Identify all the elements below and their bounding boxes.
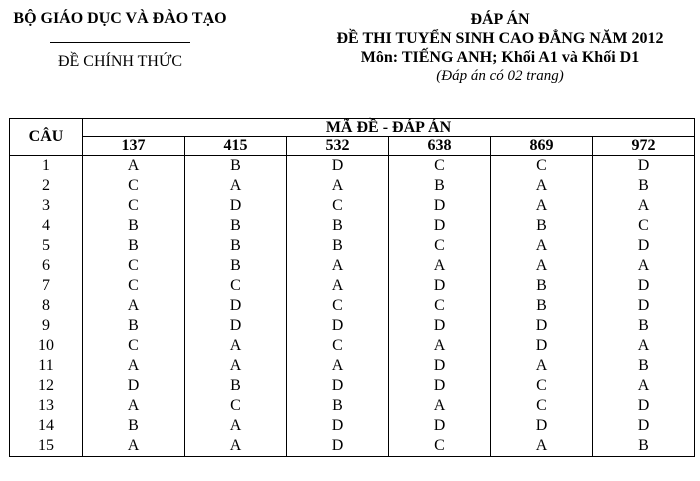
question-number: 3 (10, 196, 83, 216)
answer-cell: A (491, 196, 593, 216)
table-row (10, 396, 695, 416)
table-row (10, 416, 695, 436)
header-left (0, 10, 240, 71)
answer-cell: B (593, 176, 695, 196)
answer-cell: B (593, 436, 695, 457)
answer-cell: A (83, 296, 185, 316)
answer-cell: D (491, 316, 593, 336)
table-row (10, 276, 695, 296)
answer-cell: D (593, 396, 695, 416)
question-number: 1 (10, 156, 83, 177)
answer-cell: C (287, 336, 389, 356)
code-header: 415 (185, 137, 287, 156)
answer-title: ĐÁP ÁN (470, 11, 530, 28)
question-number: 11 (10, 356, 83, 376)
answer-cell: D (593, 416, 695, 436)
question-number: 14 (10, 416, 83, 436)
answer-cell: C (389, 156, 491, 177)
answer-cell: C (491, 396, 593, 416)
exam-title: ĐỀ THI TUYỂN SINH CAO ĐẲNG NĂM 2012 (336, 30, 664, 47)
question-header: CÂU (10, 119, 83, 156)
answer-cell: D (185, 296, 287, 316)
answer-cell: D (287, 376, 389, 396)
answer-cell: D (389, 316, 491, 336)
answer-cell: D (593, 236, 695, 256)
page-note: (Đáp án có 02 trang) (436, 68, 564, 84)
answer-cell: A (389, 396, 491, 416)
table-row (10, 256, 695, 276)
answer-cell: C (185, 396, 287, 416)
table-row (10, 436, 695, 457)
answer-cell: D (287, 416, 389, 436)
answer-cell: B (83, 416, 185, 436)
question-number: 9 (10, 316, 83, 336)
answer-cell: C (83, 196, 185, 216)
question-number: 8 (10, 296, 83, 316)
answer-cell: C (287, 296, 389, 316)
answer-cell: A (389, 256, 491, 276)
answer-cell: D (83, 376, 185, 396)
answer-rows (10, 156, 695, 457)
answer-cell: A (593, 336, 695, 356)
table-row (10, 376, 695, 396)
answer-cell: B (491, 276, 593, 296)
answer-cell: B (185, 156, 287, 177)
code-group-header: MÃ ĐỀ - ĐÁP ÁN (83, 119, 695, 137)
code-header: 137 (83, 137, 185, 156)
answer-cell: D (185, 316, 287, 336)
table-row (10, 236, 695, 256)
question-number: 2 (10, 176, 83, 196)
answer-cell: A (491, 356, 593, 376)
answer-cell: A (593, 196, 695, 216)
table-row (10, 356, 695, 376)
answer-cell: D (593, 296, 695, 316)
answer-cell: A (491, 436, 593, 457)
code-header: 638 (389, 137, 491, 156)
answer-cell: C (593, 216, 695, 236)
answer-cell: D (593, 156, 695, 177)
code-header: 972 (593, 137, 695, 156)
answer-cell: A (83, 356, 185, 376)
answer-cell: D (389, 196, 491, 216)
question-number: 13 (10, 396, 83, 416)
answer-cell: B (389, 176, 491, 196)
table-row (10, 216, 695, 236)
answer-cell: A (83, 156, 185, 177)
answer-cell: A (185, 176, 287, 196)
answer-cell: B (185, 256, 287, 276)
table-row (10, 296, 695, 316)
answer-cell: A (185, 336, 287, 356)
answer-cell: C (491, 156, 593, 177)
code-header: 869 (491, 137, 593, 156)
answer-cell: B (287, 236, 389, 256)
answer-cell: A (185, 356, 287, 376)
answer-cell: B (593, 316, 695, 336)
answer-cell: B (287, 216, 389, 236)
answer-cell: A (593, 256, 695, 276)
question-number: 6 (10, 256, 83, 276)
table-row (10, 316, 695, 336)
answer-cell: A (491, 256, 593, 276)
answer-cell: B (83, 216, 185, 236)
answer-cell: C (389, 296, 491, 316)
answer-cell: A (287, 256, 389, 276)
answer-cell: D (389, 416, 491, 436)
answer-cell: D (287, 156, 389, 177)
answer-cell: B (593, 356, 695, 376)
question-number: 7 (10, 276, 83, 296)
header-right (300, 10, 700, 86)
answer-cell: C (83, 256, 185, 276)
answer-cell: A (593, 376, 695, 396)
answer-cell: A (491, 236, 593, 256)
answer-cell: C (287, 196, 389, 216)
answer-table (9, 118, 695, 457)
table-row (10, 156, 695, 177)
answer-cell: B (185, 236, 287, 256)
answer-cell: A (287, 356, 389, 376)
answer-cell: A (83, 396, 185, 416)
answer-cell: A (83, 436, 185, 457)
answer-cell: C (83, 176, 185, 196)
code-header: 532 (287, 137, 389, 156)
answer-cell: D (185, 196, 287, 216)
ministry-name: BỘ GIÁO DỤC VÀ ĐÀO TẠO (13, 10, 227, 27)
answer-cell: B (83, 236, 185, 256)
answer-cell: D (389, 376, 491, 396)
answer-cell: D (491, 416, 593, 436)
answer-cell: D (593, 276, 695, 296)
answer-cell: A (491, 176, 593, 196)
answer-cell: A (389, 336, 491, 356)
answer-cell: A (287, 276, 389, 296)
question-number: 5 (10, 236, 83, 256)
answer-cell: B (491, 296, 593, 316)
answer-cell: D (389, 356, 491, 376)
subject-line: Môn: TIẾNG ANH; Khối A1 và Khối D1 (360, 49, 640, 66)
question-number: 10 (10, 336, 83, 356)
answer-cell: B (491, 216, 593, 236)
question-number: 15 (10, 436, 83, 457)
answer-cell: D (491, 336, 593, 356)
answer-cell: D (389, 276, 491, 296)
answer-cell: D (287, 316, 389, 336)
question-number: 4 (10, 216, 83, 236)
answer-cell: A (185, 416, 287, 436)
answer-cell: C (491, 376, 593, 396)
answer-cell: C (389, 236, 491, 256)
divider (50, 42, 190, 43)
answer-cell: B (185, 376, 287, 396)
answer-cell: C (185, 276, 287, 296)
table-row (10, 336, 695, 356)
answer-cell: C (389, 436, 491, 457)
answer-cell: D (389, 216, 491, 236)
question-number: 12 (10, 376, 83, 396)
answer-cell: B (287, 396, 389, 416)
answer-cell: B (185, 216, 287, 236)
answer-cell: C (83, 276, 185, 296)
table-row (10, 196, 695, 216)
answer-cell: D (287, 436, 389, 457)
answer-cell: A (287, 176, 389, 196)
answer-cell: B (83, 316, 185, 336)
answer-cell: A (185, 436, 287, 457)
official-label: ĐỀ CHÍNH THỨC (57, 53, 183, 70)
answer-cell: C (83, 336, 185, 356)
table-row (10, 176, 695, 196)
